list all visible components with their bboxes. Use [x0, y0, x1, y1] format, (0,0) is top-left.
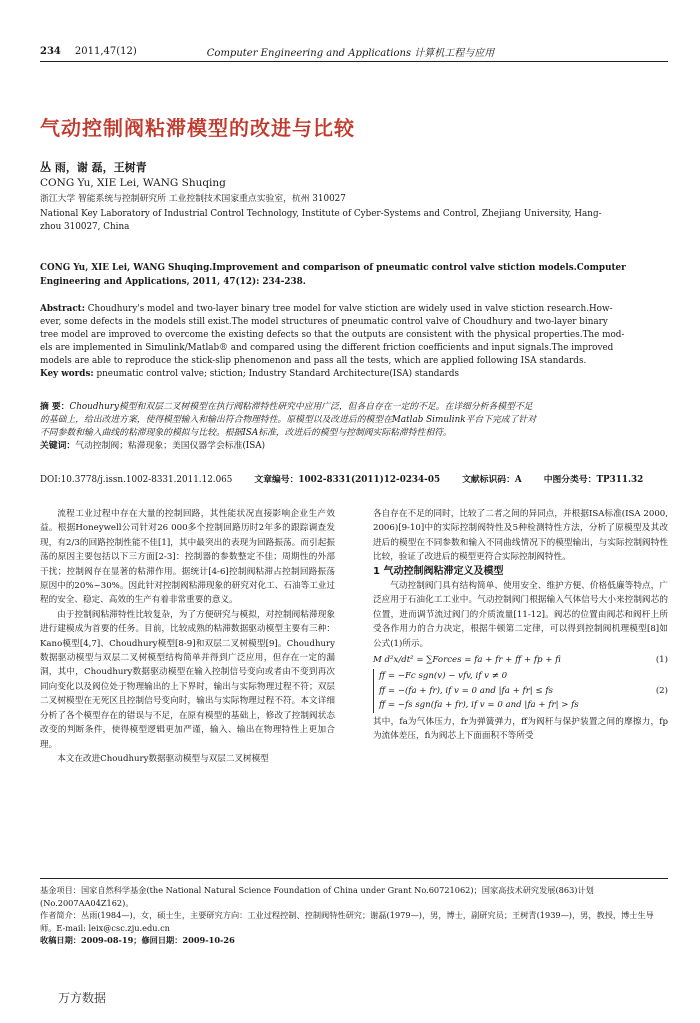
volume-info: 2011,47(12) [74, 46, 137, 57]
section-title: 1 气动控制阀粘滞定义及模型 [373, 565, 504, 577]
body-right-column [373, 507, 668, 744]
affiliation-en-2: zhou 310027, China [40, 222, 130, 232]
keywords-en: pneumatic control valve; stiction; Industry Standard Architecture(ISA) standards [96, 369, 460, 379]
footnote-authors: 作者简介：丛雨(1984—)，女，硕士生，主要研究方向：工业过程控制、控制阀特性研究；谢磊(1979—)，男，博士，副研究员；王树青(1939—)，男，教授，博士生导师。E-mail: leix@csc.zju.edu.cn [40, 910, 654, 933]
keywords-cn: 气动控制阀；粘滞现象；美国仪器学会标准(ISA) [75, 441, 266, 451]
authors-en: CONG Yu, XIE Lei, WANG Shuqing [40, 177, 226, 189]
page-number: 234 [40, 46, 61, 57]
equation-2-case: ff = −(fa + fr), if v = 0 and |fa + fr| ≤ fs [379, 685, 553, 696]
footnotes [40, 884, 668, 947]
abstract-en-line: els are implemented in Simulink/Matlab® and compared using the different friction coefficients and input signals.The improved [40, 343, 614, 353]
abstract-cn-label: 摘 要： [40, 402, 70, 412]
footnote-funding: 基金项目：国家自然科学基金(the National Natural Science Foundation of China under Grant No.60721062)；国家高技术研究发展(863)计划(No.2007AA04Z162)。 [40, 885, 594, 908]
body-paragraph: 气动控制阀门具有结构简单、使用安全、维护方便、价格低廉等特点，广泛应用于石油化工工业中。气动控制阀门根据输入气体信号大小来控制阀芯的位置，进而调节流过阀门的介质流量[11-12]。阀芯的位置由阀芯和阀杆上所受各作用力的合力决定，根据牛顿第二定律，可以得到控制阀机理模型[8]如公式(1)所示。 [373, 581, 668, 649]
paper-title: 气动控制阀粘滞模型的改进与比较 [40, 116, 355, 140]
equation-2-case: ff = −fs sgn(fa + fr), if v = 0 and |fa + fr| > fs [379, 700, 579, 711]
authors-cn: 丛 雨，谢 磊，王树青 [40, 161, 147, 174]
body-paragraph: 本文在改进Choudhury数据驱动模型与双层二叉树模型 [57, 753, 269, 764]
footnote-dates: 收稿日期：2009-08-19；修回日期：2009-10-26 [40, 935, 235, 945]
citation-line-1: CONG Yu, XIE Lei, WANG Shuqing.Improvement and comparison of pneumatic control valve stiction models.Computer [40, 263, 626, 273]
header-rule [40, 61, 668, 62]
running-header [40, 44, 668, 59]
body-paragraph: 各自存在不足的同时，比较了二者之间的异同点，并根据ISA标准(ISA 2000, 2006)[9-10]中的实际控制阀特性及5种检测特性方法，分析了原模型及其改进后的模型在不同参数和输入不同曲线情况下的模型输出，与实际控制阀特性比较，验证了改进后的模型更符合实际控制阀特性。 [373, 509, 668, 563]
abstract-en-line: tree model are improved to overcome the existing defects so that the outputs are consistent with the physical properties.The mod- [40, 330, 625, 340]
equation-2 [373, 669, 668, 712]
body-paragraph: 流程工业过程中存在大量的控制回路，其性能状况直接影响企业生产效益。根据Honeywell公司针对26 000多个控制回路历时2年多的跟踪调查发现，有2/3的回路控制性能不佳[1]，其中最突出的表现为回路振荡。而引起振荡的原因主要包括以下三方面[2-3]：控制器的参数整定不佳；周期性的外部干扰；控制阀存在显著的粘滞作用。据统计[4-6]控制阀粘滞占控制回路振荡原因中的20%~30%。因此针对控制阀粘滞现象的研究对化工、石油等工业过程的安全、稳定、高效的生产有着非常重要的意义。 [40, 509, 335, 606]
watermark: 万方数据 [58, 991, 107, 1005]
abstract-cn-line: 的基础上，给出改进方案，使得模型输入和输出符合物理特性。原模型以及改进后的模型在Matlab Simulink平台下完成了针对 [40, 415, 536, 425]
footnote-rule [40, 878, 668, 879]
keywords-label: Key words: [40, 369, 94, 379]
journal-name: Computer Engineering and Applications 计算机工程与应用 [206, 48, 495, 59]
equation-1-body: M d²x/dt² = ∑Forces = fa + fr + ff + fp + fi [373, 655, 561, 666]
affiliation-en-1: National Key Laboratory of Industrial Control Technology, Institute of Cyber-Systems and Control, Zhejiang University, Hang- [40, 209, 602, 219]
affiliation-cn: 浙江大学 智能系统与控制研究所 工业控制技术国家重点实验室，杭州 310027 [40, 194, 346, 204]
abstract-en-line: ever, some defects in the models still exist.The model structures of pneumatic control valve of Choudhury and two-layer binary [40, 317, 608, 327]
abstract-cn [40, 401, 668, 453]
abstract-en-line: Choudhury's model and two-layer binary tree model for valve stiction are widely used in valve stiction research.How- [87, 304, 613, 314]
document-code: 文献标识码：A [462, 475, 522, 485]
id-line [40, 474, 668, 487]
citation-line-2: Engineering and Applications, 2011, 47(12): 234-238. [40, 277, 306, 287]
article-number: 文章编号：1002-8331(2011)12-0234-05 [254, 475, 441, 485]
class-number: 中图分类号：TP311.32 [543, 475, 644, 485]
equation-2-cases [373, 669, 579, 712]
equation-1 [373, 653, 668, 667]
body-left-column [40, 507, 335, 766]
abstract-en [40, 303, 668, 381]
equation-2-case: ff = −Fc sgn(v) − vfv, if v ≠ 0 [379, 671, 508, 682]
abstract-cn-line: 不同参数和输入曲线的粘滞现象的模拟与比较。根据ISA标准，改进后的模型与控制阀实际粘滞特性相符。 [40, 428, 452, 438]
equation-1-number: (1) [655, 655, 668, 666]
doi: DOI:10.3778/j.issn.1002-8331.2011.12.065 [40, 475, 233, 485]
equation-2-number: (2) [655, 685, 668, 696]
body-paragraph: 由于控制阀粘滞特性比较复杂，为了方便研究与模拟，对控制阀粘滞现象进行建模成为首要的任务。目前，比较成熟的粘滞数据驱动模型主要有三种：Kano模型[4,7]、Choudhury模型[8-9]和双层二叉树模型[9]。Choudhury数据驱动模型与双层二叉树模型结构简单并得到广泛应用，但存在一定的漏洞，其中，Choudhury数据驱动模型在输入控制信号变向或者由不变到再次同向变化以及阀位处于物理输出的上下界时，输出与实际物理过程不符；双层二叉树模型在无死区且控制信号变向时，输出与实际物理过程不符。本文详细分析了各个模型存在的错误与不足，在原有模型的基础上，修改了控制阀状态改变的判断条件，使得模型逻辑更加严谨，输入、输出在物理特性上更加合理。 [40, 609, 335, 750]
abstract-label: Abstract: [40, 304, 85, 314]
keywords-cn-label: 关键词： [40, 441, 76, 451]
abstract-cn-line: Choudhury模型和双层二叉树模型在执行阀粘滞特性研究中应用广泛，但各自存在一定的不足。在详细分析各模型不足 [69, 402, 533, 412]
body-paragraph: 其中，fa为气体压力，fr为弹簧弹力，ff为阀杆与保护装置之间的摩擦力，fp为流体差压，fi为阀芯上下面面积不等所受 [373, 716, 668, 742]
abstract-en-line: models are able to reproduce the stick-slip phenomenon and pass all the tests, which are applied following ISA standards. [40, 356, 587, 366]
